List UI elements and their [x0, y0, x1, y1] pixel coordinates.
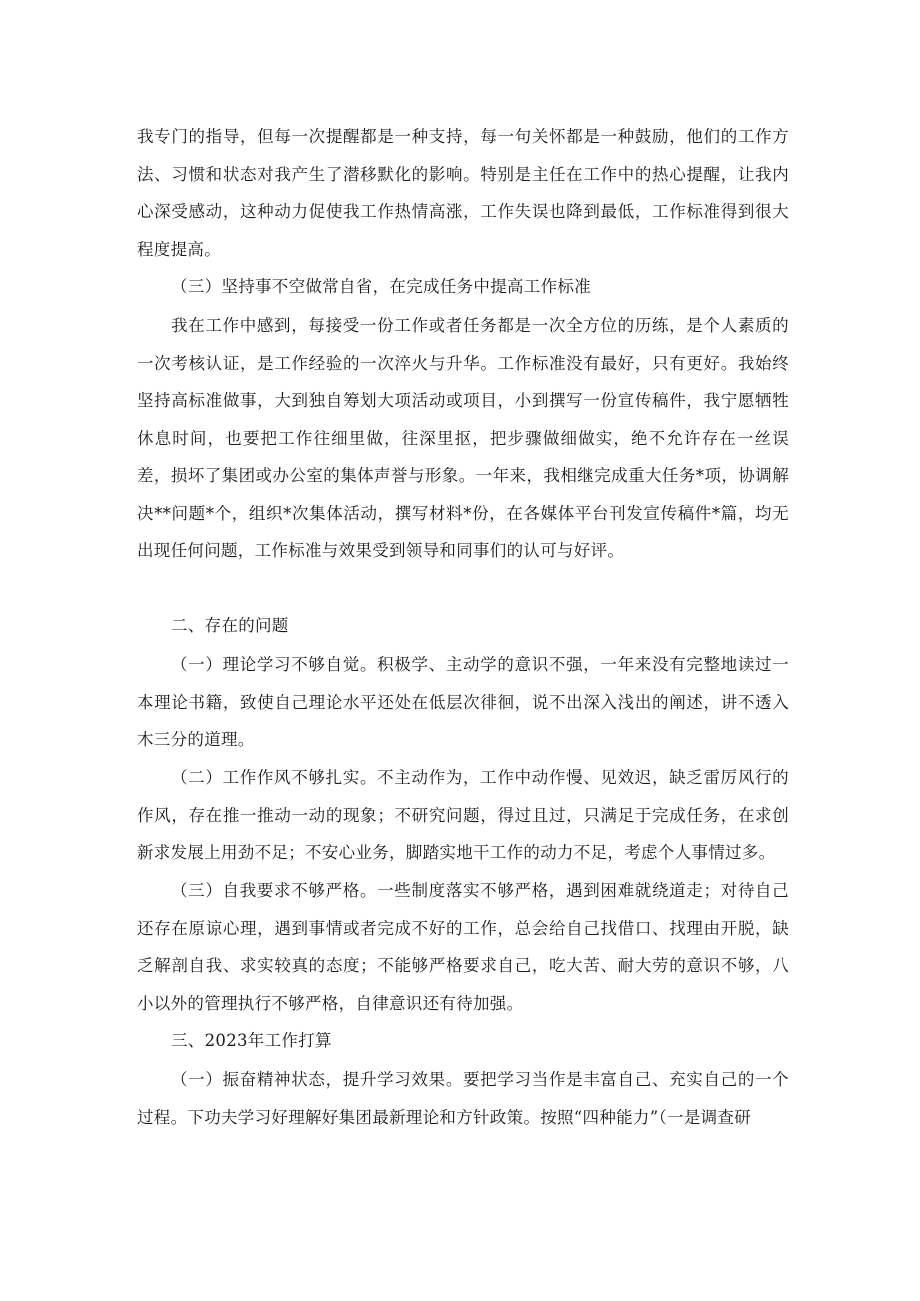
paragraph-continuation: 我专门的指导，但每一次提醒都是一种支持，每一句关怀都是一种鼓励，他们的工作方法、习惯和状态对我产生了潜移默化的影响。特别是主任在工作中的热心提醒，让我内心深受感动，这种动力促使我工作热情高涨，工作失误也降到最低，工作标准得到很大程度提高。 [137, 127, 789, 259]
paragraph-problem-three: （三）自我要求不够严格。一些制度落实不够严格，遇到困难就绕道走；对待自己还存在原谅心理，遇到事情或者完成不好的工作，总会给自己找借口、找理由开脱，缺乏解剖自我、求实较真的态度；不能够严格要求自己，吃大苦、耐大劳的意识不够，八小以外的管理执行不够严格，自律意识还有待加强。 [137, 881, 789, 1013]
paragraph-problem-one: （一）理论学习不够自觉。积极学、主动学的意识不强，一年来没有完整地读过一本理论书籍，致使自己理论水平还处在低层次徘徊，说不出深入浅出的阐述，讲不透入木三分的道理。 [137, 655, 789, 749]
section-heading-plan: 三、2023年工作打算 [171, 1031, 332, 1050]
section-heading-problems: 二、存在的问题 [171, 616, 289, 635]
subheading-three: （三）坚持事不空做常自省，在完成任务中提高工作标准 [171, 277, 591, 296]
paragraph-plan-one: （一）振奋精神状态，提升学习效果。要把学习当作是丰富自己、充实自己的一个过程。下功夫学习好理解好集团最新理论和方针政策。按照“四种能力”（一是调查研 [137, 1070, 789, 1127]
paragraph-problem-two: （二）工作作风不够扎实。不主动作为，工作中动作慢、见效迟，缺乏雷厉风行的作风，存在推一推动一动的现象；不研究问题，得过且过，只满足于完成任务，在求创新求发展上用劲不足；不安心业务，脚踏实地干工作的动力不足，考虑个人事情过多。 [137, 768, 789, 862]
paragraph-work-standard: 我在工作中感到，每接受一份工作或者任务都是一次全方位的历练，是个人素质的一次考核认证，是工作经验的一次淬火与升华。工作标准没有最好，只有更好。我始终坚持高标准做事，大到独自筹划大项活动或项目，小到撰写一份宣传稿件，我宁愿牺牲休息时间，也要把工作往细里做，往深里抠，把步骤做细做实，绝不允许存在一丝误差，损坏了集团或办公室的集体声誉与形象。一年来，我相继完成重大任务*项，协调解决**问题*个，组织*次集体活动，撰写材料*份，在各媒体平台刊发宣传稿件*篇，均无出现任何问题，工作标准与效果受到领导和同事们的认可与好评。 [137, 316, 789, 560]
